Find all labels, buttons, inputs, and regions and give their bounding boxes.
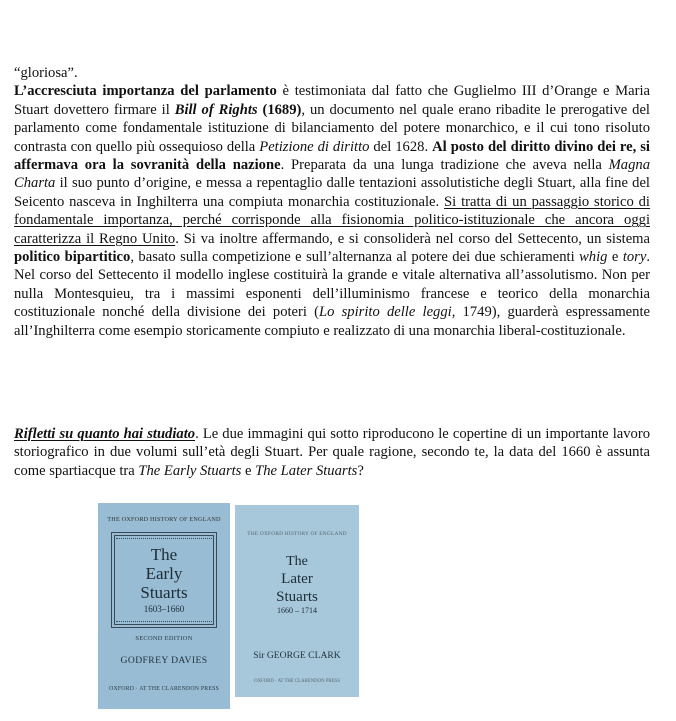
text-span: , basato sulla competizione e sull’alternanza al potere dei due schieramenti bbox=[130, 249, 580, 266]
text-span: ? bbox=[357, 462, 364, 479]
text-span: . Si va inoltre affermando, e si consoliderà nel corso del Settecento, un sistema bbox=[175, 230, 650, 247]
cover1-title-line3: Stuarts bbox=[140, 583, 188, 602]
early-stuarts-title: The Early Stuarts bbox=[138, 462, 242, 479]
paragraph-parliament bbox=[14, 64, 650, 340]
text-span: . Preparata da una lunga tradizione che aveva nella bbox=[280, 157, 609, 174]
book-cover-early-stuarts bbox=[98, 503, 230, 709]
later-stuarts-title: The Later Stuarts bbox=[255, 462, 358, 479]
petition-title: Petizione di diritto bbox=[259, 138, 370, 155]
bold-bipartisan: politico bipartitico bbox=[14, 249, 131, 266]
text-span: il suo punto d’origine, e messa a repentaglio dalle tentazioni assolutistiche degli Stuart, alla fine del Seicento nasceva in Inghilterra una compiuta monarchia costituzionale. bbox=[14, 175, 650, 210]
bold-sovereignty: Al posto del diritto divino dei re, si affermava ora la sovranità della nazione bbox=[14, 138, 650, 174]
cover1-author: GODFREY DAVIES bbox=[120, 655, 208, 666]
cover1-title-line1: The bbox=[150, 545, 178, 564]
text-span: e bbox=[607, 249, 623, 266]
cover2-publisher: OXFORD · AT THE CLARENDON PRESS bbox=[254, 679, 340, 684]
cover1-title-line2: Early bbox=[145, 564, 183, 583]
cover2-title-line1: The bbox=[286, 554, 308, 569]
bold-parliament: L’accresciuta importanza del parlamento bbox=[14, 83, 277, 100]
tory-term: tory bbox=[622, 249, 647, 266]
cover1-edition: SECOND EDITION bbox=[135, 635, 193, 642]
whig-term: whig bbox=[579, 249, 608, 266]
cover2-author: Sir GEORGE CLARK bbox=[253, 650, 341, 661]
spirito-leggi-title: Lo spirito delle leggi bbox=[319, 304, 452, 321]
cover2-series: THE OXFORD HISTORY OF ENGLAND bbox=[247, 531, 347, 537]
cover1-series: THE OXFORD HISTORY OF ENGLAND bbox=[107, 516, 221, 523]
text-span: è testimoniata dal fatto che Guglielmo III d’Orange e Maria Stuart dovettero firmare il bbox=[14, 83, 650, 118]
bill-year: (1689) bbox=[257, 101, 302, 118]
cover1-dates: 1603–1660 bbox=[143, 604, 185, 614]
intro-fragment: “gloriosa”. bbox=[14, 65, 78, 81]
bill-of-rights-title: Bill of Rights bbox=[174, 101, 258, 118]
reflection-label: Rifletti su quanto hai studiato bbox=[14, 426, 196, 442]
magna-charta-title: Magna Charta bbox=[14, 157, 650, 192]
book-cover-later-stuarts bbox=[235, 505, 359, 697]
text-span: del 1628. bbox=[369, 138, 433, 155]
cover2-title-line2: Later bbox=[281, 571, 313, 587]
reflection-prompt bbox=[14, 425, 650, 480]
cover2-dates: 1660 – 1714 bbox=[277, 606, 317, 615]
cover1-dotted-bottom bbox=[116, 621, 212, 622]
cover2-title-line3: Stuarts bbox=[276, 589, 318, 605]
cover1-publisher: OXFORD · AT THE CLARENDON PRESS bbox=[109, 686, 219, 692]
text-span: e bbox=[241, 462, 256, 479]
text-span: . Le due immagini qui sotto riproducono le copertine di un importante lavoro storiografico in due volumi sull’età degli Stuart. Per quale ragione, secondo te, la data del 1660 è assunta come spartiacque tra bbox=[14, 426, 650, 479]
text-span: , 1749), guarderà espressamente all’Inghilterra come esempio storicamente compiuto e realizzato di una monarchia liberal-costituzionale. bbox=[14, 304, 650, 339]
main-text bbox=[14, 64, 650, 340]
underlined-passage: Si tratta di un passaggio storico di fondamentale importanza, perché corrisponde alla fisionomia politico-istituzionale che ancora oggi caratterizza il Regno Unito bbox=[14, 193, 650, 247]
text-span: . Nel corso del Settecento il modello inglese costituirà la grande e vitale alternativa all’assolutismo. Non per nulla Montesquieu, tra i massimi esponenti dell’illuminismo francese e teorico della monarchia costituzionale nonché della divisione dei poteri ( bbox=[14, 249, 650, 321]
cover1-dotted-top bbox=[116, 538, 212, 539]
text-span: , un documento nel quale erano ribadite le prerogative del parlamento come fondamentale istituzione di bilanciamento del potere monarchico, e il cui tono risoluto contrasta con quello più ossequioso della bbox=[14, 101, 650, 155]
